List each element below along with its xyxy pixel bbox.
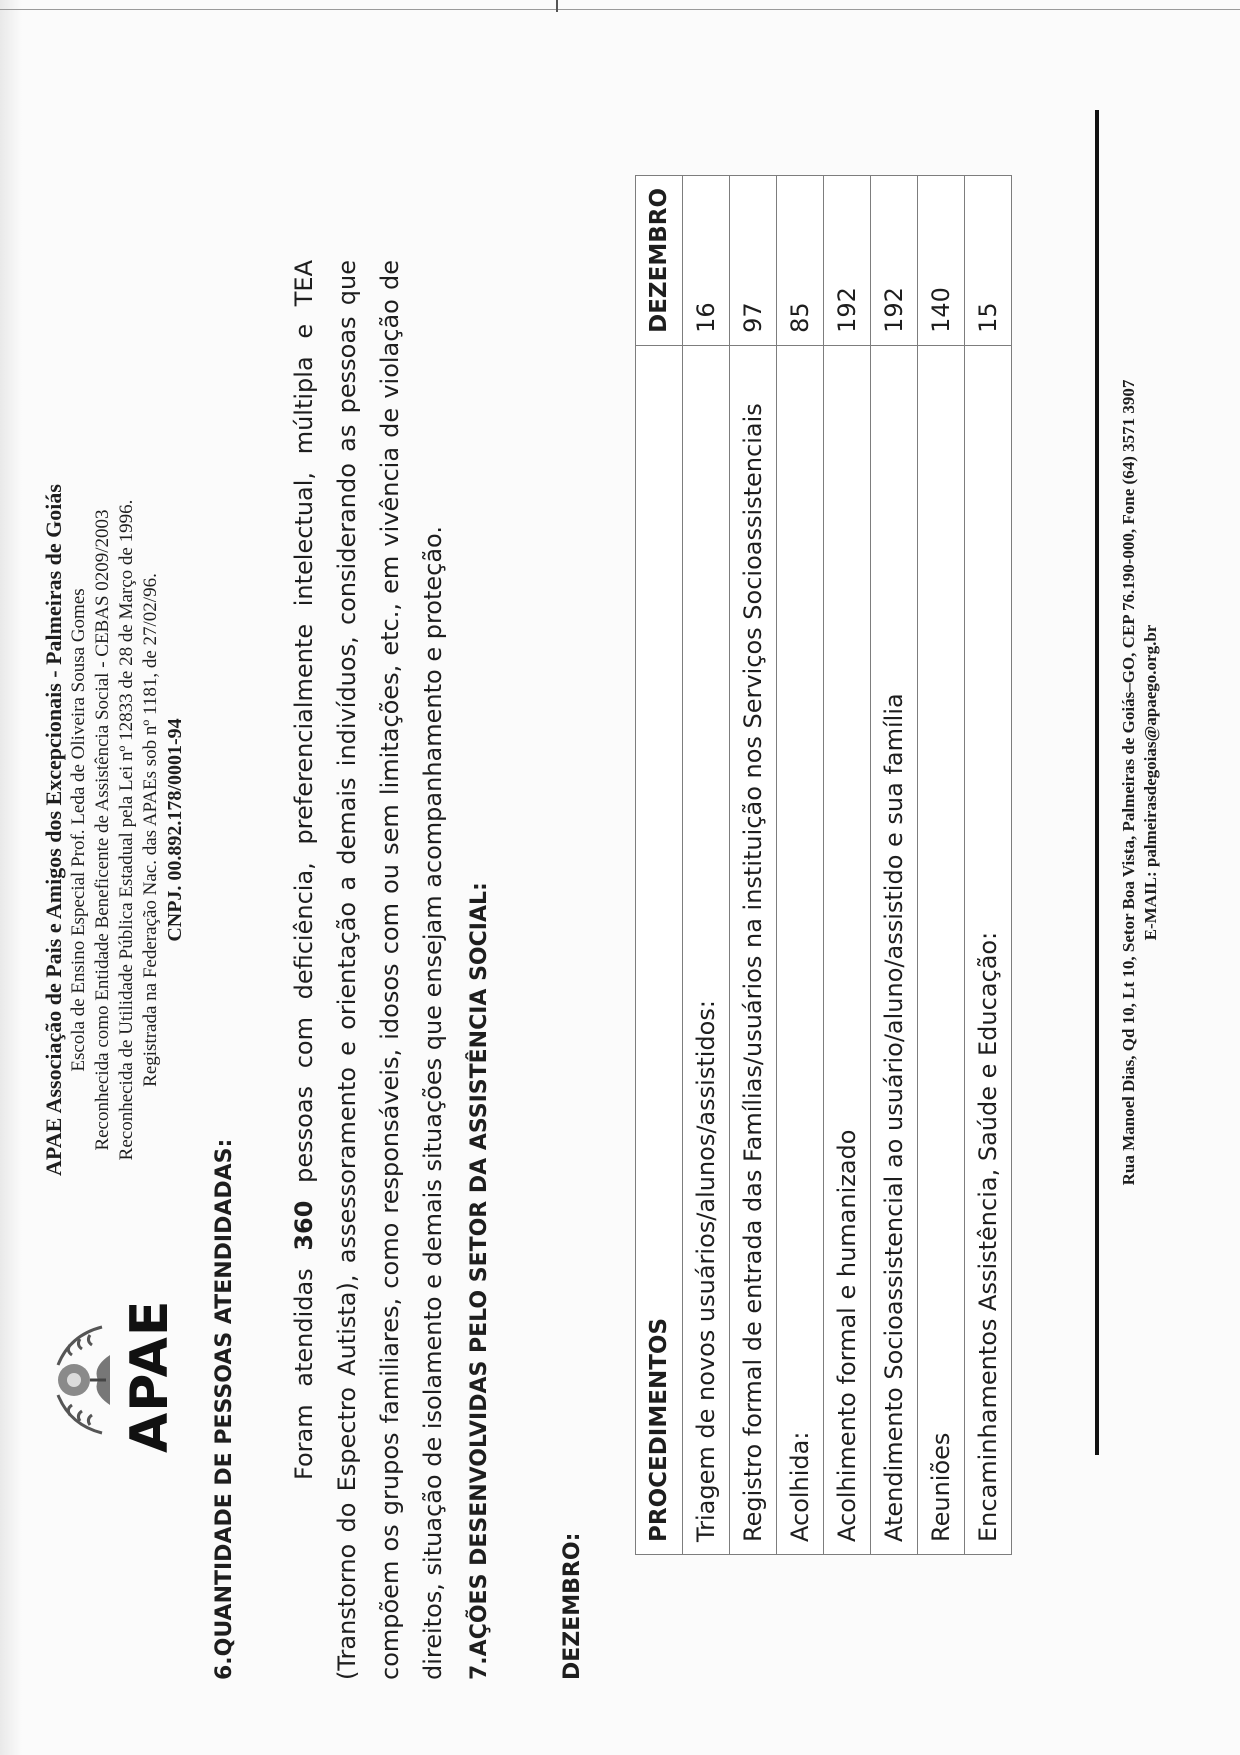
school-name: Escola de Ensino Especial Prof. Leda de Oliveira Sousa Gomes <box>68 588 89 1072</box>
procedure-cell: Triagem de novos usuários/alunos/assistidos: <box>683 345 730 1554</box>
procedure-cell: Encaminhamentos Assistência, Saúde e Educação: <box>965 345 1012 1554</box>
footer <box>1118 110 1162 1455</box>
cnpj-line: CNPJ. 00.892.178/0001-94 <box>164 718 186 942</box>
apae-logo <box>40 1299 180 1455</box>
apae-flower-hands-icon <box>40 1305 120 1455</box>
logo-wordmark: APAE <box>120 1299 180 1453</box>
procedure-cell: Registro formal de entrada das Famílias/usuários na instituição nos Serviços Socioassistenciais <box>730 345 777 1554</box>
procedure-cell: Reuniões <box>918 345 965 1554</box>
section-7-title: 7.AÇÕES DESENVOLVIDAS PELO SETOR DA ASSISTÊNCIA SOCIAL: <box>467 882 492 1680</box>
table-row <box>683 176 730 1555</box>
count-cell: 140 <box>918 176 965 346</box>
header-procedimentos: PROCEDIMENTOS <box>636 345 683 1554</box>
section-6-paragraph <box>283 260 455 1680</box>
count-cell: 15 <box>965 176 1012 346</box>
people-count: 360 <box>290 1200 318 1251</box>
table-row <box>824 176 871 1555</box>
table-header-row <box>636 176 683 1555</box>
paragraph-body: pessoas com deficiência, preferencialmente intelectual, múltipla e TEA (Transtorno do Espectro Autista), assessoramento e orientação a demais indivíduos, considerando as pessoas que compõem os grupos familiares, como responsáveis, idosos com ou sem limitações, etc., em vivência de violação de direitos, situação de isolamento e demais situações que ensejam acompanhamento e proteção. <box>290 260 447 1680</box>
month-label: DEZEMBRO: <box>560 1532 585 1680</box>
table-row <box>777 176 824 1555</box>
count-cell: 85 <box>777 176 824 346</box>
count-cell: 16 <box>683 176 730 346</box>
procedure-cell: Atendimento Socioassistencial ao usuário/aluno/assistido e sua família <box>871 345 918 1554</box>
table-row <box>871 176 918 1555</box>
letterhead <box>40 365 187 1295</box>
footer-divider <box>1095 110 1099 1455</box>
cebas-line: Reconhecida como Entidade Beneficente de Assistência Social - CEBAS 0209/2003 <box>92 509 113 1151</box>
procedures-table <box>635 175 1012 1555</box>
federacao-line: Registrada na Federação Nac. das APAEs sob nº 1181, de 27/02/96. <box>140 573 161 1087</box>
footer-address: Rua Manoel Dias, Qd 10, Lt 10, Setor Boa Vista, Palmeiras de Goiás–GO, CEP 76.190-000, Fone (64) 3571 3907 <box>1119 379 1138 1186</box>
count-cell: 192 <box>871 176 918 346</box>
count-cell: 97 <box>730 176 777 346</box>
count-cell: 192 <box>824 176 871 346</box>
section-6-title: 6.QUANTIDADE DE PESSOAS ATENDIDADAS: <box>212 1138 237 1680</box>
footer-email: E-MAIL: palmeirasdegoias@apaego.org.br <box>1141 624 1160 941</box>
procedure-cell: Acolhida: <box>777 345 824 1554</box>
paragraph-lead: Foram atendidas <box>290 1250 318 1480</box>
header-dezembro: DEZEMBRO <box>636 176 683 346</box>
table-row <box>965 176 1012 1555</box>
table-row <box>730 176 777 1555</box>
utilidade-line: Reconhecida de Utilidade Pública Estadual pela Lei nº 12833 de 28 de Março de 1996. <box>116 499 137 1161</box>
procedure-cell: Acolhimento formal e humanizado <box>824 345 871 1554</box>
org-name: APAE Associação de Pais e Amigos dos Excepcionais - Palmeiras de Goiás <box>41 484 66 1176</box>
table-row <box>918 176 965 1555</box>
